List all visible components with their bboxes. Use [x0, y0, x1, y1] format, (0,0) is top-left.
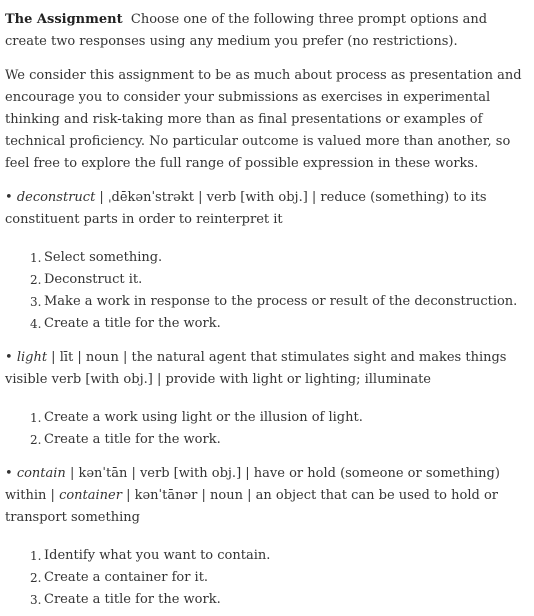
list-item	[30, 407, 530, 429]
list-item-text: Select something.	[44, 250, 163, 265]
definition-text: | kənˈtānər | noun | an object that can be used to hold or transport something	[5, 488, 498, 525]
list-item	[30, 429, 530, 451]
assignment-heading: The Assignment	[5, 12, 123, 27]
list-number: 1.	[30, 411, 42, 425]
list-item	[30, 269, 530, 291]
list-number: 4.	[30, 317, 42, 331]
list-number: 3.	[30, 295, 42, 309]
definition-light	[5, 347, 530, 391]
bullet-marker: •	[5, 350, 13, 365]
steps-light	[5, 407, 530, 451]
list-item	[30, 567, 530, 589]
list-item-text: Create a container for it.	[44, 570, 209, 585]
definition-deconstruct	[5, 187, 530, 231]
steps-contain	[5, 545, 530, 611]
list-item	[30, 589, 530, 611]
list-item	[30, 247, 530, 269]
list-item-text: Create a title for the work.	[44, 316, 221, 331]
list-item-text: Deconstruct it.	[44, 272, 143, 287]
process-paragraph: We consider this assignment to be as much about process as presentation and encourage you to consider your submissions as exercises in experimental thinking and risk-taking more than as final presentations or examples of technical proficiency. No particular outcome is valued more than another, so feel free to explore the full range of possible expression in these works.	[5, 68, 522, 171]
definition-text: | līt | noun | the natural agent that stimulates sight and makes things visible verb [with obj.] | provide with light or lighting; illuminate	[5, 350, 507, 387]
bullet-marker: •	[5, 466, 13, 481]
intro-paragraph	[5, 9, 530, 53]
list-item-text: Create a title for the work.	[44, 592, 221, 607]
list-item	[30, 545, 530, 567]
list-number: 1.	[30, 549, 42, 563]
definition-text: | ˌdēkənˈstrəkt | verb [with obj.] | reduce (something) to its constituent parts in order to reinterpret it	[5, 190, 487, 227]
term-container: container	[59, 488, 122, 503]
assignment-intro: Choose one of the following three prompt options and create two responses using any medium you prefer (no restrictions).	[5, 12, 488, 49]
term-light: light	[16, 350, 48, 365]
list-number: 1.	[30, 251, 42, 265]
bullet-marker: •	[5, 190, 13, 205]
list-number: 3.	[30, 593, 42, 607]
list-item	[30, 291, 530, 313]
list-number: 2.	[30, 433, 42, 447]
term-deconstruct: deconstruct	[16, 190, 96, 205]
list-item-text: Create a work using light or the illusion of light.	[44, 410, 363, 425]
list-item-text: Create a title for the work.	[44, 432, 221, 447]
list-number: 2.	[30, 571, 42, 585]
list-item	[30, 313, 530, 335]
term-contain: contain	[16, 466, 66, 481]
list-number: 2.	[30, 273, 42, 287]
steps-deconstruct	[5, 247, 530, 335]
list-item-text: Make a work in response to the process or result of the deconstruction.	[44, 294, 518, 309]
definition-text: | kənˈtān | verb [with obj.] | have or hold (someone or something) within |	[5, 466, 500, 503]
list-item-text: Identify what you want to contain.	[44, 548, 271, 563]
definition-contain	[5, 463, 530, 529]
